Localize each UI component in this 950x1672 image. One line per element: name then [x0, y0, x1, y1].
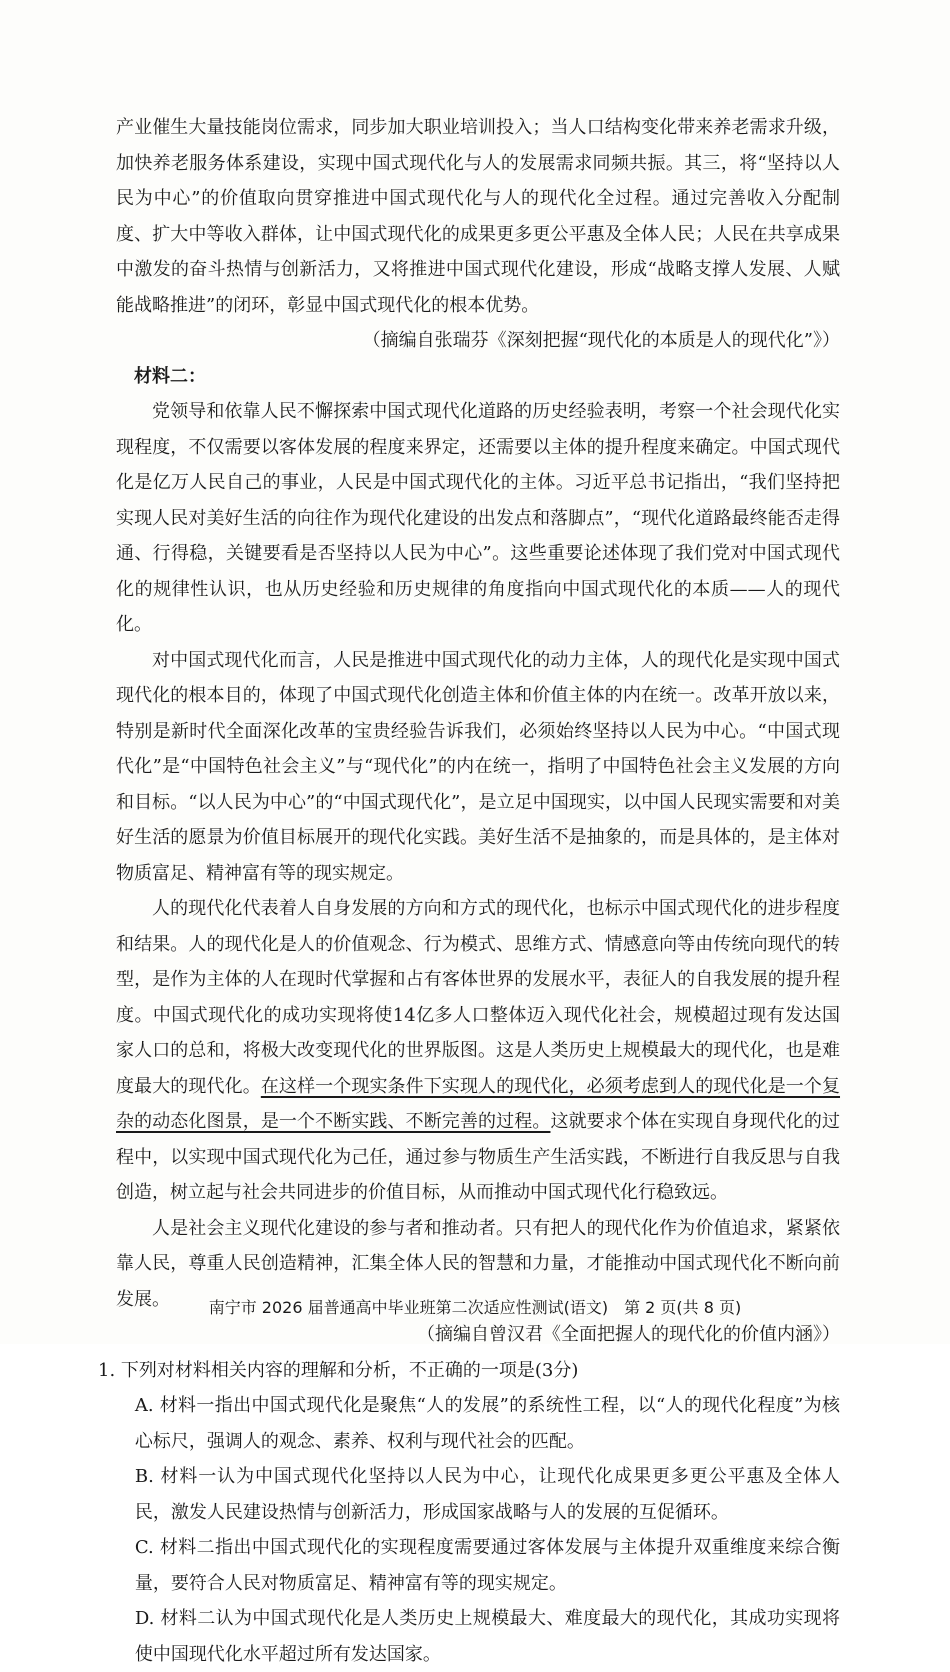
material2-paragraph-2: 对中国式现代化而言，人民是推进中国式现代化的动力主体，人的现代化是实现中国式现代化的根本目的，体现了中国式现代化创造主体和价值主体的内在统一。改革开放以来，特别是新时代全面深化改革的宝贵经验告诉我们，必须始终坚持以人民为中心。“中国式现代化”是“中国特色社会主义”与“现代化”的内在统一，指明了中国特色社会主义发展的方向和目标。“以人民为中心”的“中国式现代化”，是立足中国现实，以中国人民现实需要和对美好生活的愿景为价值目标展开的现代化实践。美好生活不是抽象的，而是具体的，是主体对物质富足、精神富有等的现实规定。: [116, 643, 840, 892]
question-stem: 1. 下列对材料相关内容的理解和分析，不正确的一项是(3分): [98, 1353, 840, 1389]
option-b: B. 材料一认为中国式现代化坚持以人民为中心，让现代化成果更多更公平惠及全体人民，激发人民建设热情与创新活力，形成国家战略与人的发展的互促循环。: [116, 1459, 840, 1530]
paragraph-3-part-b: 这就要求个体在实现自身现代化的过程中，以实现中国式现代化为己任，通过参与物质生产生活实践，不断进行自我反思与自我创造，树立起与社会共同进步的价值目标，从而推动中国式现代化行稳致远。: [116, 1111, 840, 1203]
material2-heading: 材料二：: [116, 359, 840, 395]
page-footer: 南宁市 2026 届普通高中毕业班第二次适应性测试(语文) 第 2 页(共 8 页): [0, 1298, 950, 1318]
question-1: [116, 1353, 840, 1672]
material2-paragraph-4: 人是社会主义现代化建设的参与者和推动者。只有把人的现代化作为价值追求，紧紧依靠人民，尊重人民创造精神，汇集全体人民的智慧和力量，才能推动中国式现代化不断向前发展。: [116, 1211, 840, 1318]
material1-tail-paragraph: 产业催生大量技能岗位需求，同步加大职业培训投入；当人口结构变化带来养老需求升级，加快养老服务体系建设，实现中国式现代化与人的发展需求同频共振。其三，将“坚持以人民为中心”的价值取向贯穿推进中国式现代化与人的现代化全过程。通过完善收入分配制度、扩大中等收入群体，让中国式现代化的成果更多更公平惠及全体人民；人民在共享成果中激发的奋斗热情与创新活力，又将推进中国式现代化建设，形成“战略支撑人发展、人赋能战略推进”的闭环，彰显中国式现代化的根本优势。: [116, 110, 840, 323]
material2-source: （摘编自曾汉君《全面把握人的现代化的价值内涵》）: [116, 1317, 840, 1353]
option-a: A. 材料一指出中国式现代化是聚焦“人的发展”的系统性工程，以“人的现代化程度”为核心标尺，强调人的观念、素养、权利与现代社会的匹配。: [116, 1388, 840, 1459]
paragraph-3-part-a: 人的现代化代表着人自身发展的方向和方式的现代化，也标示中国式现代化的进步程度和结果。人的现代化是人的价值观念、行为模式、思维方式、情感意向等由传统向现代的转型，是作为主体的人在现时代掌握和占有客体世界的发展水平，表征人的自我发展的提升程度。中国式现代化的成功实现将使14亿多人口整体迈入现代化社会，规模超过现有发达国家人口的总和，将极大改变现代化的世界版图。这是人类历史上规模最大的现代化，也是难度最大的现代化。: [116, 898, 840, 1097]
material2-paragraph-1: 党领导和依靠人民不懈探索中国式现代化道路的历史经验表明，考察一个社会现代化实现程度，不仅需要以客体发展的程度来界定，还需要以主体的提升程度来确定。中国式现代化是亿万人民自己的事业，人民是中国式现代化的主体。习近平总书记指出，“我们坚持把实现人民对美好生活的向往作为现代化建设的出发点和落脚点”，“现代化道路最终能否走得通、行得稳，关键要看是否坚持以人民为中心”。这些重要论述体现了我们党对中国式现代化的规律性认识，也从历史经验和历史规律的角度指向中国式现代化的本质——人的现代化。: [116, 394, 840, 643]
underlined-sentence: 在这样一个现实条件下实现人的现代化，必须考虑到人的现代化是一个复杂的动态化图景，是一个不断实践、不断完善的过程。: [116, 1076, 840, 1133]
material2-paragraph-3: [116, 891, 840, 1211]
option-d: D. 材料二认为中国式现代化是人类历史上规模最大、难度最大的现代化，其成功实现将使中国现代化水平超过所有发达国家。: [116, 1601, 840, 1672]
material1-source: （摘编自张瑞芬《深刻把握“现代化的本质是人的现代化”》）: [116, 323, 840, 359]
option-c: C. 材料二指出中国式现代化的实现程度需要通过客体发展与主体提升双重维度来综合衡量，要符合人民对物质富足、精神富有等的现实规定。: [116, 1530, 840, 1601]
page-content: [116, 110, 840, 1672]
